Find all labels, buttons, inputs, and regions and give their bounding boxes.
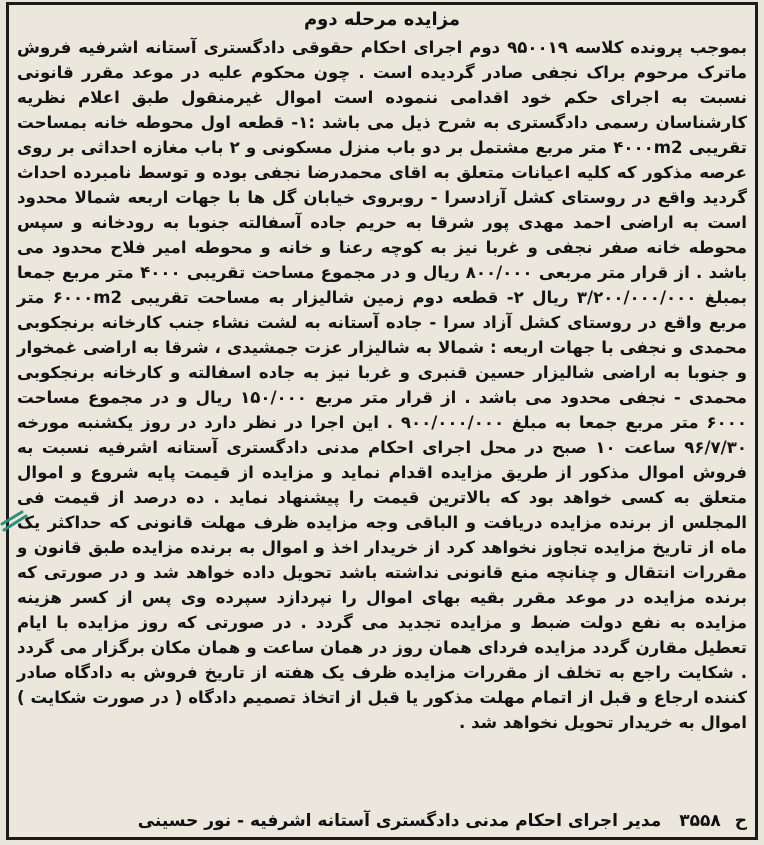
pen-mark-icon xyxy=(0,490,60,550)
auction-notice xyxy=(6,2,758,840)
footer-code: ح xyxy=(734,811,747,831)
footer-signature: مدیر اجرای احکام مدنی دادگستری آستانه اشرفیه - نور حسینی xyxy=(137,811,662,831)
notice-footer xyxy=(17,811,747,831)
footer-number: ۳۵۵۸ xyxy=(679,811,721,831)
notice-title: مزایده مرحله دوم xyxy=(303,9,461,30)
notice-body: بموجب پرونده کلاسه ۹۵۰۰۱۹ دوم اجرای احکام حقوقی دادگستری آستانه اشرفیه فروش ماترک مرحوم براک نجفی صادر گردیده است . چون محکوم علیه در موعد مقرر قانونی نسبت به اجرای حکم خود اقدامی ننموده است اموال غیرمنقول طبق اعلام نظریه کارشناسان رسمی دادگستری به شرح ذیل می باشد :۱- قطعه اول محوطه خانه بمساحت تقریبی ۴۰۰۰m2 متر مربع مشتمل بر دو باب منزل مسکونی و ۲ باب مغازه احداثی بر روی عرصه مذکور که کلیه اعیانات متعلق به اقای محمدرضا نجفی بوده و توسط نامبرده احداث گردید واقع در روستای کشل آزادسرا - روبروی خیابان گل ها با جهات اربعه شمالا محدود است به اراضی احمد مهدی پور شرقا به حریم جاده آسفالته جنوبا به رودخانه و سپس محوطه خانه صفر نجفی و غربا نیز به کوچه رعنا و خانه و محوطه امیر فلاح محدود می باشد . از قرار متر مربعی ۸۰۰/۰۰۰ ریال و در مجموع مساحت تقریبی ۴۰۰۰ متر مربع جمعا بمبلغ ۳/۲۰۰/۰۰۰/۰۰۰ ریال ۲- قطعه دوم زمین شالیزار به مساحت تقریبی ۶۰۰۰m2 متر مربع واقع در روستای کشل آزاد سرا - جاده آستانه به لشت نشاء جنب کارخانه برنجکوبی محمدی و نجفی با جهات اربعه : شمالا به شالیزار عزت جمشیدی ، شرقا به اراضی غمخوار و جنوبا به اراضی شالیزار حسین قنبری و غربا نیز به جاده اسفالته و کارخانه برنجکوبی محمدی - نجفی محدود می باشد . از قرار متر مربع ۱۵۰/۰۰۰ ریال و در مجموع مساحت ۶۰۰۰ متر مربع جمعا به مبلغ ۹۰۰/۰۰۰/۰۰۰ . این اجرا در نظر دارد در روز یکشنبه مورخه ۹۶/۷/۳۰ ساعت ۱۰ صبح در محل اجرای احکام مدنی دادگستری آستانه اشرفیه نسبت به فروش اموال مذکور از طریق مزایده اقدام نماید و مزایده از قیمت پایه شروع و اموال متعلق به کسی خواهد بود که بالاترین قیمت را پیشنهاد نماید . ده درصد از قیمت فی المجلس از برنده مزایده دریافت و الباقی وجه مزایده ظرف مهلت قانونی که حداکثر یک ماه از تاریخ مزایده تجاوز نخواهد کرد از خریدار اخذ و اموال به برنده مزایده طبق قانون و مقررات انتقال و چنانچه منع قانونی نداشته باشد تحویل داده خواهد شد و در صورتی که برنده مزایده در موعد مقرر بقیه بهای اموال را نپردازد سپرده وی پس از کسر هزینه مزایده به نفع دولت ضبط و مزایده تجدید می گردد . در صورتی که روز مزایده با ایام تعطیل مقارن گردد مزایده فردای همان روز در همان ساعت و همان مکان برگزار می گردد . شکایت راجع به تخلف از مقررات مزایده ظرف یک هفته از تاریخ فروش به دادگاه صادر کننده ارجاع و قبل از اتمام مهلت مذکور یا قبل از اتخاذ تصمیم دادگاه ( در صورت شکایت ) اموال به خریدار تحویل نخواهد شد . xyxy=(17,38,748,732)
